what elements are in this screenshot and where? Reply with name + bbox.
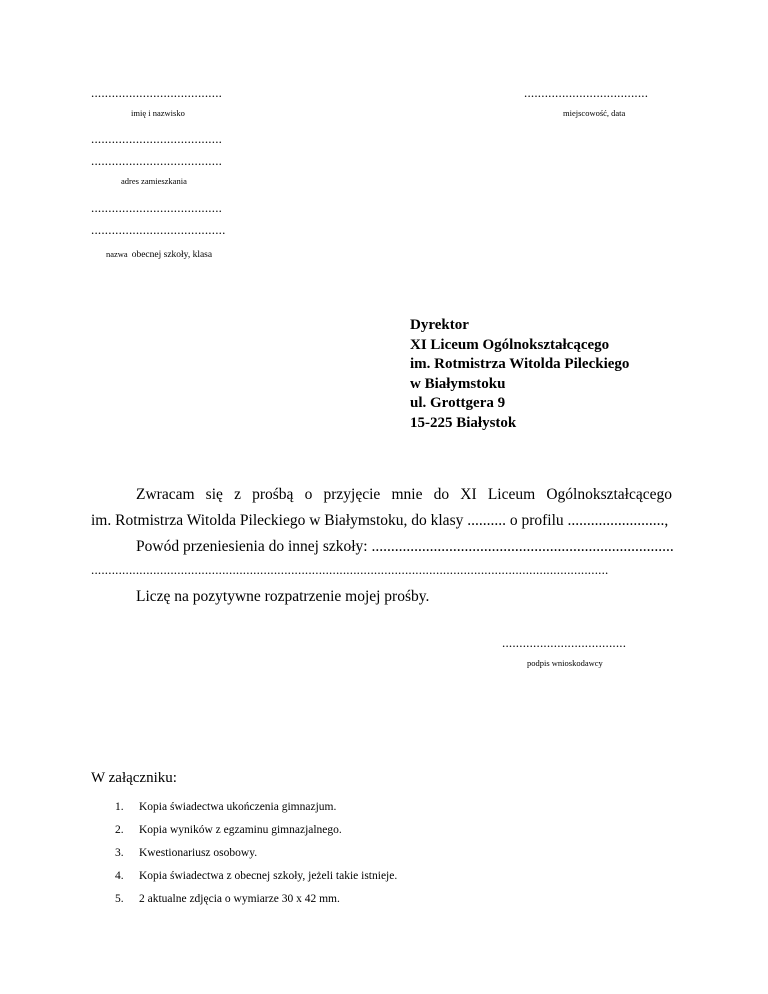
recipient-line: Dyrektor xyxy=(410,317,469,333)
list-item xyxy=(115,865,397,888)
list-item-text: Kopia wyników z egzaminu gimnazjalnego. xyxy=(139,824,342,836)
recipient-line: w Białymstoku xyxy=(410,375,506,392)
list-item xyxy=(115,842,397,865)
recipient-address xyxy=(410,316,629,433)
attachments-title: W załączniku: xyxy=(91,770,177,786)
school-label xyxy=(106,244,212,262)
address-label: adres zamieszkania xyxy=(121,176,187,186)
signature-label: podpis wnioskodawcy xyxy=(527,658,603,668)
request-line-1: Zwracam się z prośbą o przyjęcie mnie do XI Liceum Ogólnokształcącego xyxy=(136,486,672,503)
list-item-number: 4. xyxy=(115,870,124,882)
name-dots: ...................................... xyxy=(91,85,223,100)
school-label-prefix: nazwa xyxy=(106,249,128,259)
address-dots-1: ...................................... xyxy=(91,131,223,146)
reason-line: Powód przeniesienia do innej szkoły: .............................................................................. xyxy=(136,538,674,555)
school-dots-1: ...................................... xyxy=(91,200,223,215)
list-item-text: Kwestionariusz osobowy. xyxy=(139,847,258,859)
attachments-list xyxy=(115,796,397,911)
list-item-number: 1. xyxy=(115,801,124,813)
reason-dots: ...................................................................................................................................................... xyxy=(91,562,609,577)
list-item-text: Kopia świadectwa ukończenia gimnazjum. xyxy=(139,801,337,813)
place-date-label: miejscowość, data xyxy=(563,108,626,118)
list-item-text: Kopia świadectwa z obecnej szkoły, jeżeli takie istnieje. xyxy=(139,870,398,882)
recipient-line: im. Rotmistrza Witolda Pileckiego xyxy=(410,356,630,372)
list-item xyxy=(115,796,397,819)
school-dots-2: ....................................... xyxy=(91,222,226,237)
address-dots-2: ...................................... xyxy=(91,153,223,168)
recipient-line: 15-225 Białystok xyxy=(410,414,517,431)
list-item-number: 5. xyxy=(115,893,124,905)
signature-dots: .................................... xyxy=(502,635,627,650)
school-label-text: obecnej szkoły, klasa xyxy=(131,250,213,260)
name-label: imię i nazwisko xyxy=(131,108,185,118)
recipient-line: XI Liceum Ogólnokształcącego xyxy=(410,336,610,353)
list-item-text: 2 aktualne zdjęcia o wymiarze 30 x 42 mm. xyxy=(139,893,340,905)
request-line-2: im. Rotmistrza Witolda Pileckiego w Białymstoku, do klasy .......... o profilu ........................., xyxy=(91,512,669,529)
recipient-line: ul. Grottgera 9 xyxy=(410,395,506,411)
list-item-number: 3. xyxy=(115,847,124,859)
place-date-dots: .................................... xyxy=(524,85,649,100)
list-item-number: 2. xyxy=(115,824,124,836)
list-item xyxy=(115,888,397,911)
closing-line: Liczę na pozytywne rozpatrzenie mojej prośby. xyxy=(136,588,430,605)
list-item xyxy=(115,819,397,842)
